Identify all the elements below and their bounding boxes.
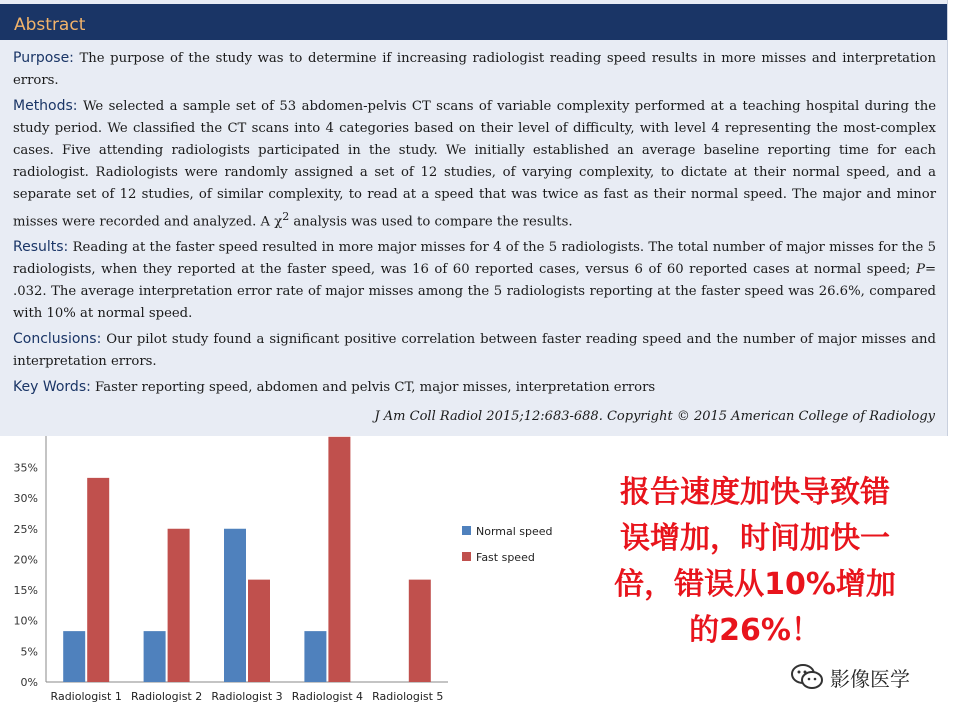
y-tick-label: 10% [13, 614, 38, 628]
purpose-label: Purpose: [13, 50, 74, 66]
x-tick-label: Radiologist 1 [50, 690, 122, 703]
conclusions-text: Our pilot study found a significant positive correlation between faster reading speed and the number of major misses and interpretation errors. [13, 332, 936, 370]
y-tick-label: 30% [13, 492, 38, 506]
purpose-paragraph [13, 47, 936, 92]
methods-text: We selected a sample set of 53 abdomen-pelvis CT scans of variable complexity performed at a teaching hospital during the study period. We classified the CT scans into 4 categories based on their level of difficulty, with level 4 representing the most-complex cases. Five attending radiologists participated in the study. We initially established an average baseline reporting time for each radiologist. Radiologists were randomly assigned a set of 12 studies, of varying complexity, to dictate at their normal speed, and a separate set of 12 studies, of similar complexity, to read at a speed that was twice as fast as their normal speed. The major and minor misses were recorded and analyzed. A [13, 99, 936, 230]
watermark [790, 660, 910, 694]
bar-fast-speed [248, 580, 270, 682]
legend-swatch [462, 552, 471, 561]
conclusions-paragraph [13, 328, 936, 373]
annotation-text [575, 470, 935, 654]
abstract-body [13, 47, 936, 402]
conclusions-label: Conclusions: [13, 331, 102, 348]
purpose-text: The purpose of the study was to determine if increasing radiologist reading speed results in more misses and interpretation errors. [13, 51, 936, 88]
bar-fast-speed [328, 437, 350, 682]
keywords-label: Key Words: [13, 379, 91, 396]
methods-paragraph [13, 95, 936, 233]
keywords-text: Faster reporting speed, abdomen and pelvis CT, major misses, interpretation errors [95, 380, 656, 396]
y-tick-label: 5% [20, 645, 38, 659]
legend-swatch [462, 526, 471, 535]
y-tick-label: 20% [13, 553, 38, 567]
x-tick-label: Radiologist 4 [291, 690, 364, 703]
bar-fast-speed [168, 529, 190, 682]
x-tick-label: Radiologist 3 [211, 690, 283, 703]
citation: J Am Coll Radiol 2015;12:683-688. Copyright © 2015 American College of Radiology [374, 409, 935, 424]
wechat-icon [790, 662, 824, 692]
y-tick-label: 35% [13, 461, 38, 475]
legend-label: Normal speed [476, 525, 553, 538]
results-text-end: The average interpretation error rate of major misses among the 5 radiologists reporting at the faster speed was 26.6%, compared with 10% at normal speed. [13, 284, 936, 322]
bar-normal-speed [224, 529, 246, 682]
p-value: = .032. [13, 262, 936, 300]
chart-svg [0, 436, 560, 720]
bar-normal-speed [144, 631, 166, 682]
results-paragraph [13, 236, 936, 325]
bar-fast-speed [409, 580, 431, 682]
bar-normal-speed [304, 631, 326, 682]
methods-text-end: analysis was used to compare the results. [293, 214, 573, 230]
results-text: Reading at the faster speed resulted in more major misses for 4 of the 5 radiologists. The total number of major misses for the 5 radiologists, when they reported at the faster speed, was 16 of 60 reported cases, versus 6 of 60 reported cases at normal speed; [13, 240, 936, 278]
abstract-header-bar [0, 4, 947, 40]
y-tick-label: 25% [13, 522, 38, 536]
annotation-line: 的26%！ [689, 613, 821, 648]
y-tick-label: 15% [13, 584, 38, 598]
bar-chart [0, 436, 560, 720]
methods-label: Methods: [13, 98, 78, 114]
legend-label: Fast speed [476, 551, 535, 564]
annotation-line: 误增加，时间加快一 [620, 521, 890, 556]
chi-symbol: χ [274, 214, 283, 230]
abstract-title: Abstract [14, 15, 86, 35]
results-label: Results: [13, 239, 69, 256]
y-tick-label: 0% [20, 676, 38, 689]
annotation-line: 倍，错误从10%增加 [614, 567, 896, 602]
x-tick-label: Radiologist 5 [372, 690, 444, 703]
chi-superscript: 2 [282, 210, 290, 223]
bar-fast-speed [87, 478, 109, 682]
annotation-line: 报告速度加快导致错 [620, 475, 890, 510]
p-symbol: P [916, 262, 925, 278]
bar-normal-speed [63, 631, 85, 682]
x-tick-label: Radiologist 2 [130, 690, 203, 703]
watermark-text: 影像医学 [830, 666, 910, 691]
keywords-paragraph [13, 376, 936, 399]
